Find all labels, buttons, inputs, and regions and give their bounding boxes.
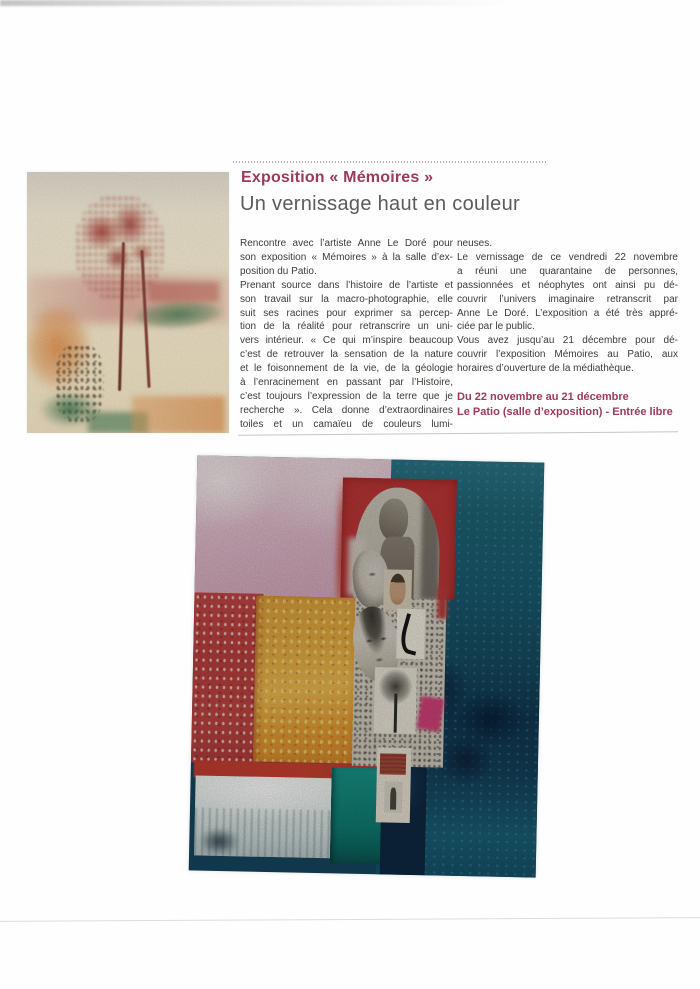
text-line: Le vernissage de ce vendredi 22 novembre [457, 251, 678, 263]
text-line: Anne Le Doré. L’exposition a été très appré- [457, 307, 678, 319]
article-column-left [240, 237, 453, 432]
text-line: passionnées et néophytes ont ainsi pu dé- [457, 279, 678, 291]
article-column-right [457, 237, 678, 376]
exhibition-location: Le Patio (salle d’exposition) - Entrée libre [457, 406, 673, 419]
text-line: position du Patio. [240, 265, 317, 277]
text-line: recherche ». Cela donne d’extraordinaires [240, 404, 453, 416]
text-line: Rencontre avec l’artiste Anne Le Doré pour [240, 238, 453, 249]
text-line: Prenant source dans l’histoire de l’artiste et [240, 279, 453, 291]
text-line: couvrir l’exposition Mémoires au Patio, aux [457, 349, 678, 361]
watercolor-orange-foreground [132, 396, 225, 433]
text-line: a réuni une quarantaine de personnes, [457, 265, 678, 277]
text-line: couvrir l’univers imaginaire retranscrit par [457, 293, 678, 305]
text-line: Vous avez jusqu’au 21 décembre pour dé- [457, 335, 678, 347]
text-line: vers intérieur. « Ce qui m’inspire beaucoup [240, 335, 453, 347]
collage-ink-glyph-paper [396, 609, 425, 659]
artwork-collage-painting [189, 455, 545, 877]
dotted-rule [233, 161, 546, 163]
exhibition-dates: Du 22 novembre au 21 décembre [457, 391, 629, 403]
text-line: toiles et un camaïeu de couleurs lumi- [240, 418, 453, 430]
article-title: Exposition « Mémoires » [241, 169, 434, 186]
ink-glyph [397, 613, 426, 656]
collage-wash-dark-corner [191, 823, 246, 861]
collage-red-drip [437, 585, 448, 618]
text-line: son travail sur la macro-photographie, elle [240, 293, 453, 305]
arch-shadow [420, 488, 441, 599]
collage-tree-photo [374, 667, 417, 734]
text-line: et le foisonnement de la vie, de la géologie [240, 363, 453, 375]
small-bw-photo [384, 781, 402, 813]
portrait-face [389, 574, 406, 605]
collage-color-portrait-photo [383, 569, 412, 611]
collage-white-wash [194, 775, 331, 859]
section-rule [238, 431, 678, 435]
scan-artifact-bottom [0, 917, 700, 922]
tree-trunk [394, 694, 397, 733]
collage-photo-strip [375, 748, 411, 823]
collage-orange-block [253, 596, 362, 764]
artwork-watercolor-landscape [27, 172, 229, 433]
text-line: tion de la réalité pour retranscrire un uni- [240, 321, 453, 333]
watercolor-red-wash [148, 282, 219, 303]
text-line: son exposition « Mémoires » à la salle d’ex- [240, 251, 453, 263]
text-line: c’est toujours l’expression de la terre que je [240, 390, 453, 402]
text-line: suit ses racines pour exprimer sa percep- [240, 307, 453, 319]
text-line: à l’enracinement en passant par l’Histoire, [240, 377, 453, 389]
exhibition-info [457, 390, 673, 420]
text-line: horaires d’ouverture de la médiathèque. [457, 363, 634, 375]
scan-artifact-top [0, 0, 515, 6]
article-subtitle: Un vernissage haut en couleur [240, 193, 520, 215]
small-red-photo [380, 754, 406, 775]
text-line: ciée par le public. [457, 321, 535, 333]
text-line: neuses. [457, 238, 493, 249]
text-line: c’est de retrouver la sensation de la nature [240, 349, 453, 361]
statue-head [379, 499, 409, 542]
